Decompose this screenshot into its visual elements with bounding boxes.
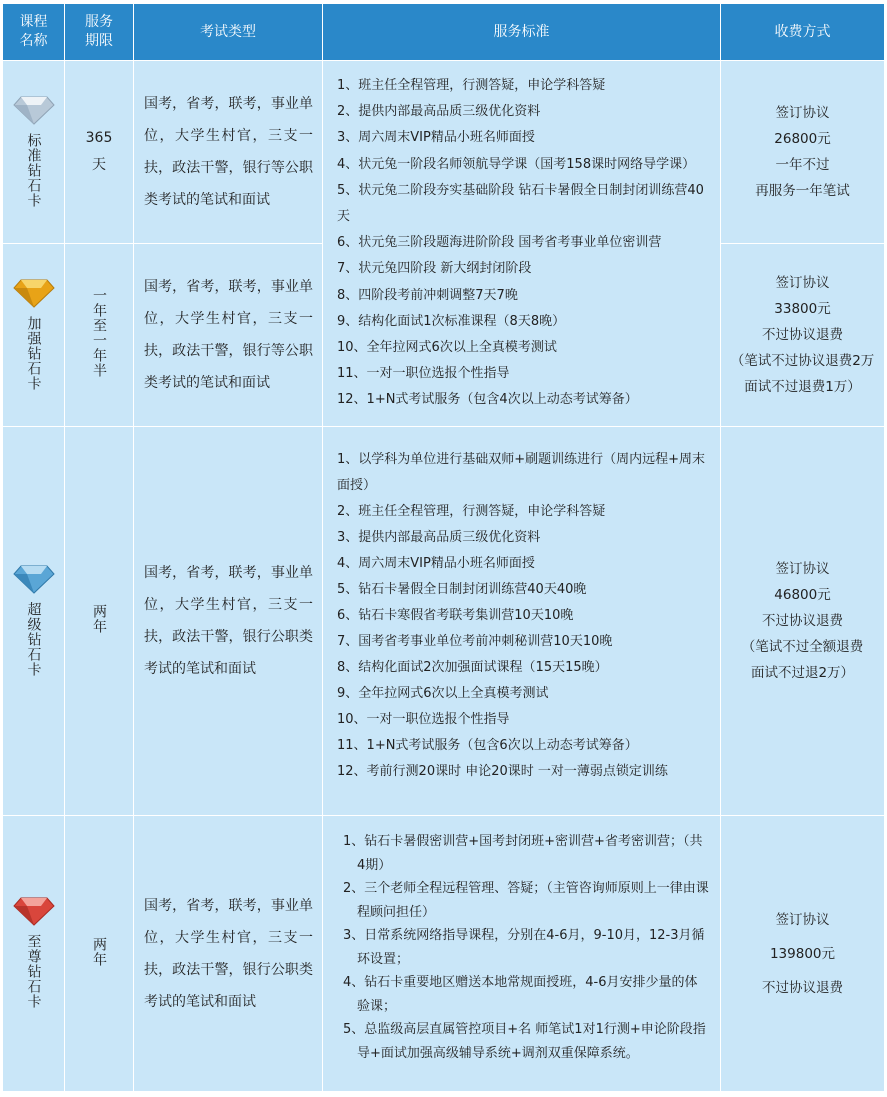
service-list — [337, 830, 710, 1065]
service-standard-cell — [323, 816, 721, 1092]
service-item: 6、状元兔三阶段题海进阶阶段 国考省考事业单位密训营 — [337, 235, 662, 251]
fee-line: 26800元 — [774, 131, 831, 147]
period-cell — [65, 816, 134, 1092]
period-cell — [65, 61, 134, 244]
fee-cell — [721, 61, 885, 244]
fee-cell — [721, 427, 885, 816]
service-item: 9、全年拉网式6次以上全真模考测试 — [337, 686, 549, 701]
fee-cell — [721, 816, 885, 1092]
fee-line: 33800元 — [774, 301, 831, 317]
exam-type-cell: 国考，省考，联考，事业单位，大学生村官，三支一扶，政法干警，银行等公职类考试的笔试和面试 — [134, 244, 323, 427]
fee-line: 46800元 — [774, 587, 831, 603]
service-item: 8、结构化面试2次加强面试课程（15天15晚） — [337, 660, 608, 675]
service-item: 4、状元兔一阶段名师领航导学课（国考158课时网络导学课） — [337, 156, 696, 172]
header-name: 课程名称 — [3, 4, 65, 61]
card-name-cell — [3, 427, 65, 816]
service-item: 2、提供内部最高品质三级优化资料 — [337, 104, 541, 120]
service-item: 4、周六周末VIP精品小班名师面授 — [337, 556, 535, 571]
fee-lines — [727, 556, 878, 686]
exam-type-cell: 国考，省考，联考，事业单位，大学生村官，三支一扶，政法干警，银行等公职类考试的笔试和面试 — [134, 61, 323, 244]
card-name-cell — [3, 816, 65, 1092]
fee-line: 签订协议 — [775, 911, 830, 928]
service-item: 9、结构化面试1次标准课程（8天8晚） — [337, 313, 566, 329]
exam-type-cell: 国考，省考，联考，事业单位，大学生村官，三支一扶，政法干警，银行公职类考试的笔试和面试 — [134, 816, 323, 1092]
fee-lines — [727, 903, 878, 1005]
service-item: 5、状元兔二阶段夯实基础阶段 钻石卡暑假全日制封闭训练营40天 — [337, 182, 704, 225]
service-item: 1、班主任全程管理，行测答疑，申论学科答疑 — [337, 78, 606, 93]
header-exam-type: 考试类型 — [134, 4, 323, 61]
table-row — [3, 816, 885, 1092]
fee-line: 139800元 — [769, 945, 836, 962]
fee-lines — [727, 100, 878, 204]
service-item: 10、一对一职位选报个性指导 — [337, 712, 510, 727]
fee-line: 签订协议 — [775, 561, 830, 577]
header-row — [3, 4, 885, 61]
period-value: 两年 — [91, 604, 107, 634]
service-standard-cell — [323, 427, 721, 816]
period-value: 一年至一年半 — [91, 288, 107, 378]
header-service-standard: 服务标准 — [323, 4, 721, 61]
service-item: 3、周六周末VIP精品小班名师面授 — [337, 130, 535, 146]
service-item: 12、考前行测20课时 申论20课时 一对一薄弱点锁定训练 — [337, 764, 668, 779]
service-item: 3、日常系统网络指导课程，分别在4-6月，9-10月，12-3月循环设置； — [343, 928, 705, 967]
service-item: 12、1+N式考试服务（包含4次以上动态考试筹备） — [337, 392, 638, 408]
card-name: 加强钻石卡 — [25, 315, 42, 391]
service-item: 11、1+N式考试服务（包含6次以上动态考试筹备） — [337, 738, 638, 753]
service-item: 11、一对一职位选报个性指导 — [337, 366, 510, 382]
service-item: 1、以学科为单位进行基础双师+刷题训练进行（周内远程+周末面授） — [337, 452, 706, 493]
fee-line: （笔试不过协议退费2万 — [730, 353, 875, 369]
header-fee: 收费方式 — [721, 4, 885, 61]
service-item: 8、四阶段考前冲刺调整7天7晚 — [337, 287, 518, 303]
service-item: 7、国考省考事业单位考前冲刺秘训营10天10晚 — [337, 634, 613, 649]
period-cell — [65, 427, 134, 816]
table-row — [3, 427, 885, 816]
card-name: 标准钻石卡 — [25, 132, 42, 208]
period-value: 两年 — [91, 936, 107, 967]
fee-line: 面试不过退费1万） — [744, 379, 861, 395]
diamond-icon — [13, 894, 55, 926]
fee-line: 一年不过 — [775, 157, 830, 173]
service-item: 7、状元兔四阶段 新大纲封闭阶段 — [337, 261, 532, 277]
service-item: 1、钻石卡暑假密训营+国考封闭班+密训营+省考密训营；（共4期） — [343, 834, 703, 873]
diamond-icon — [13, 276, 55, 308]
service-list — [337, 447, 710, 785]
fee-line: （笔试不过全额退费 — [741, 639, 864, 655]
header-period: 服务期限 — [65, 4, 134, 61]
fee-line: 面试不过退2万） — [750, 665, 855, 681]
service-item: 5、钻石卡暑假全日制封闭训练营40天40晚 — [337, 582, 587, 597]
fee-line: 再服务一年笔试 — [755, 183, 850, 199]
card-name: 至尊钻石卡 — [25, 934, 42, 1009]
diamond-icon — [13, 93, 55, 125]
card-name: 超级钻石卡 — [25, 601, 42, 677]
card-name-cell — [3, 244, 65, 427]
fee-line: 签订协议 — [775, 105, 830, 121]
service-item: 4、钻石卡重要地区赠送本地常规面授班，4-6月安排少量的体验课； — [343, 975, 698, 1014]
service-item: 3、提供内部最高品质三级优化资料 — [337, 530, 541, 545]
fee-line: 不过协议退费 — [762, 613, 843, 629]
fee-line: 不过协议退费 — [762, 979, 843, 996]
service-item: 6、钻石卡寒假省考联考集训营10天10晚 — [337, 608, 574, 623]
period-cell — [65, 244, 134, 427]
service-standard-cell — [323, 61, 721, 427]
fee-lines — [727, 270, 878, 400]
service-item: 10、全年拉网式6次以上全真模考测试 — [337, 340, 557, 356]
fee-cell — [721, 244, 885, 427]
fee-line: 签订协议 — [775, 275, 830, 291]
course-comparison-table — [2, 3, 885, 1092]
exam-type-cell: 国考，省考，联考，事业单位，大学生村官，三支一扶，政法干警，银行公职类考试的笔试和面试 — [134, 427, 323, 816]
fee-line: 不过协议退费 — [762, 327, 843, 343]
service-item: 2、班主任全程管理，行测答疑，申论学科答疑 — [337, 504, 606, 519]
card-name-cell — [3, 61, 65, 244]
service-item: 2、三个老师全程远程管理、答疑；（主管咨询师原则上一律由课程顾问担任） — [343, 881, 709, 920]
diamond-icon — [13, 562, 55, 594]
period-value: 365天 — [85, 130, 113, 173]
table-row — [3, 61, 885, 244]
service-list — [337, 73, 710, 414]
service-item: 5、总监级高层直属管控项目+名 师笔试1对1行测+申论阶段指导+面试加强高级辅导系统+调剂双重保障系统。 — [343, 1022, 706, 1061]
